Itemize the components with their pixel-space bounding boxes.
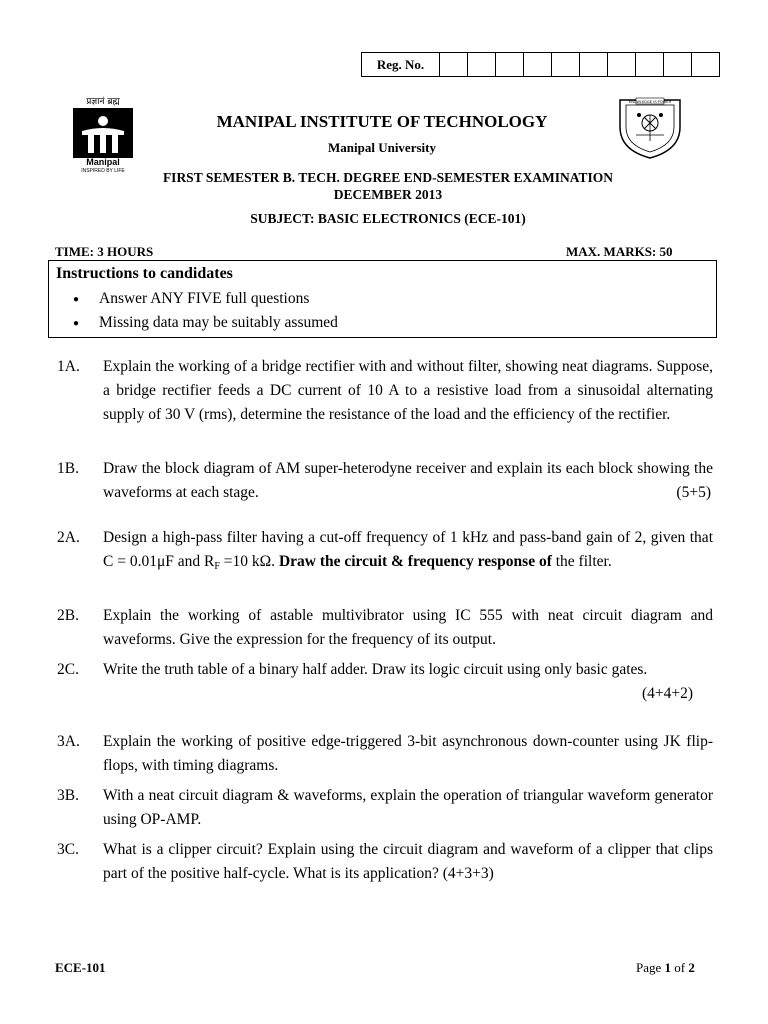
page-label: Page — [636, 960, 665, 975]
question-body: Draw the block diagram of AM super-heterodyne receiver and explain its each block showing the waveforms at each stage. — [103, 460, 713, 501]
reg-no-cell — [440, 53, 468, 76]
reg-no-cell — [608, 53, 636, 76]
page-current: 1 — [664, 960, 672, 975]
instruction-text: Answer ANY FIVE full questions — [99, 290, 310, 307]
reg-no-cell — [552, 53, 580, 76]
question-number: 3C. — [57, 841, 79, 858]
question-text: Explain the working of positive edge-triggered 3-bit asynchronous down-counter using JK flip-flops, with timing diagrams. — [103, 733, 713, 774]
question-text: With a neat circuit diagram & waveforms, explain the operation of triangular waveform generator using OP-AMP. — [103, 787, 713, 828]
question-number: 2C. — [57, 661, 79, 678]
max-marks: MAX. MARKS: 50 — [566, 244, 673, 259]
reg-no-cell — [692, 53, 719, 76]
question-number: 3A. — [57, 733, 80, 750]
reg-no-cell — [580, 53, 608, 76]
logo-left-name: Manipal — [86, 157, 120, 167]
question-marks: (5+5) — [676, 484, 711, 501]
bullet-icon: ● — [73, 293, 80, 305]
question-text: Explain the working of a bridge rectifier with and without filter, showing neat diagrams. Suppose, a bridge rectifier feeds a DC current of 10 A to a resistive load from a sinusoidal alternating supply of 30 V (rms), determine the resistance of the load and the efficiency of the rectifier. — [103, 358, 713, 423]
instruction-item — [73, 314, 338, 332]
reg-no-cell — [468, 53, 496, 76]
instruction-item — [73, 290, 309, 308]
question-number: 3B. — [57, 787, 79, 804]
question-number: 2A. — [57, 529, 80, 546]
bullet-icon: ● — [73, 317, 80, 329]
question-number: 2B. — [57, 607, 79, 624]
reg-no-cell — [636, 53, 664, 76]
institute-name: MANIPAL INSTITUTE OF TECHNOLOGY — [216, 112, 548, 131]
subject-line: SUBJECT: BASIC ELECTRONICS (ECE-101) — [250, 211, 526, 226]
exam-time: TIME: 3 HOURS — [55, 244, 154, 259]
university-name: Manipal University — [328, 140, 436, 155]
footer-course-code: ECE-101 — [55, 960, 106, 975]
question-body: the filter. — [551, 553, 612, 570]
instructions-box — [48, 260, 717, 338]
manipal-logo — [66, 95, 140, 173]
instructions-title: Instructions to candidates — [56, 265, 233, 282]
reg-no-cell — [496, 53, 524, 76]
reg-no-cell — [524, 53, 552, 76]
question-body-bold: Draw the circuit & frequency response of — [275, 553, 552, 570]
page-of: of — [671, 960, 689, 975]
question-body: =10 kΩ. — [219, 553, 276, 570]
emblem-motto: KNOWLEDGE IS POWER — [628, 100, 672, 104]
question-text — [103, 526, 713, 574]
question-text: What is a clipper circuit? Explain using the circuit diagram and waveform of a clipper that clips part of the positive half-cycle. What is its application? (4+3+3) — [103, 841, 713, 882]
reg-no-cell — [664, 53, 692, 76]
question-number: 1A. — [57, 358, 80, 375]
page-total: 2 — [688, 960, 695, 975]
logo-left-tagline: INSPIRED BY LIFE — [81, 168, 125, 173]
instruction-text: Missing data may be suitably assumed — [99, 314, 338, 331]
footer-page-number — [636, 960, 695, 976]
question-text: Explain the working of astable multivibrator using IC 555 with neat circuit diagram and waveforms. Give the expression for the frequency of its output. — [103, 607, 713, 648]
question-text — [103, 658, 713, 706]
exam-title: FIRST SEMESTER B. TECH. DEGREE END-SEMESTER EXAMINATION — [162, 170, 614, 185]
logo-left-top-text: प्रज्ञानं ब्रह्म — [86, 97, 120, 107]
question-number: 1B. — [57, 460, 79, 477]
exam-date: DECEMBER 2013 — [333, 187, 443, 202]
question-body: Design a high-pass filter having a cut-off frequency of 1 kHz and pass-band gain of 2, given that C = 0.01μF and R — [103, 529, 713, 570]
reg-no-label: Reg. No. — [362, 53, 440, 76]
question-text — [103, 457, 713, 505]
question-marks: (4+4+2) — [641, 685, 693, 702]
subscript: F — [214, 561, 220, 572]
reg-no-box — [361, 52, 720, 77]
question-body: Write the truth table of a binary half adder. Draw its logic circuit using only basic gates. — [103, 661, 648, 678]
